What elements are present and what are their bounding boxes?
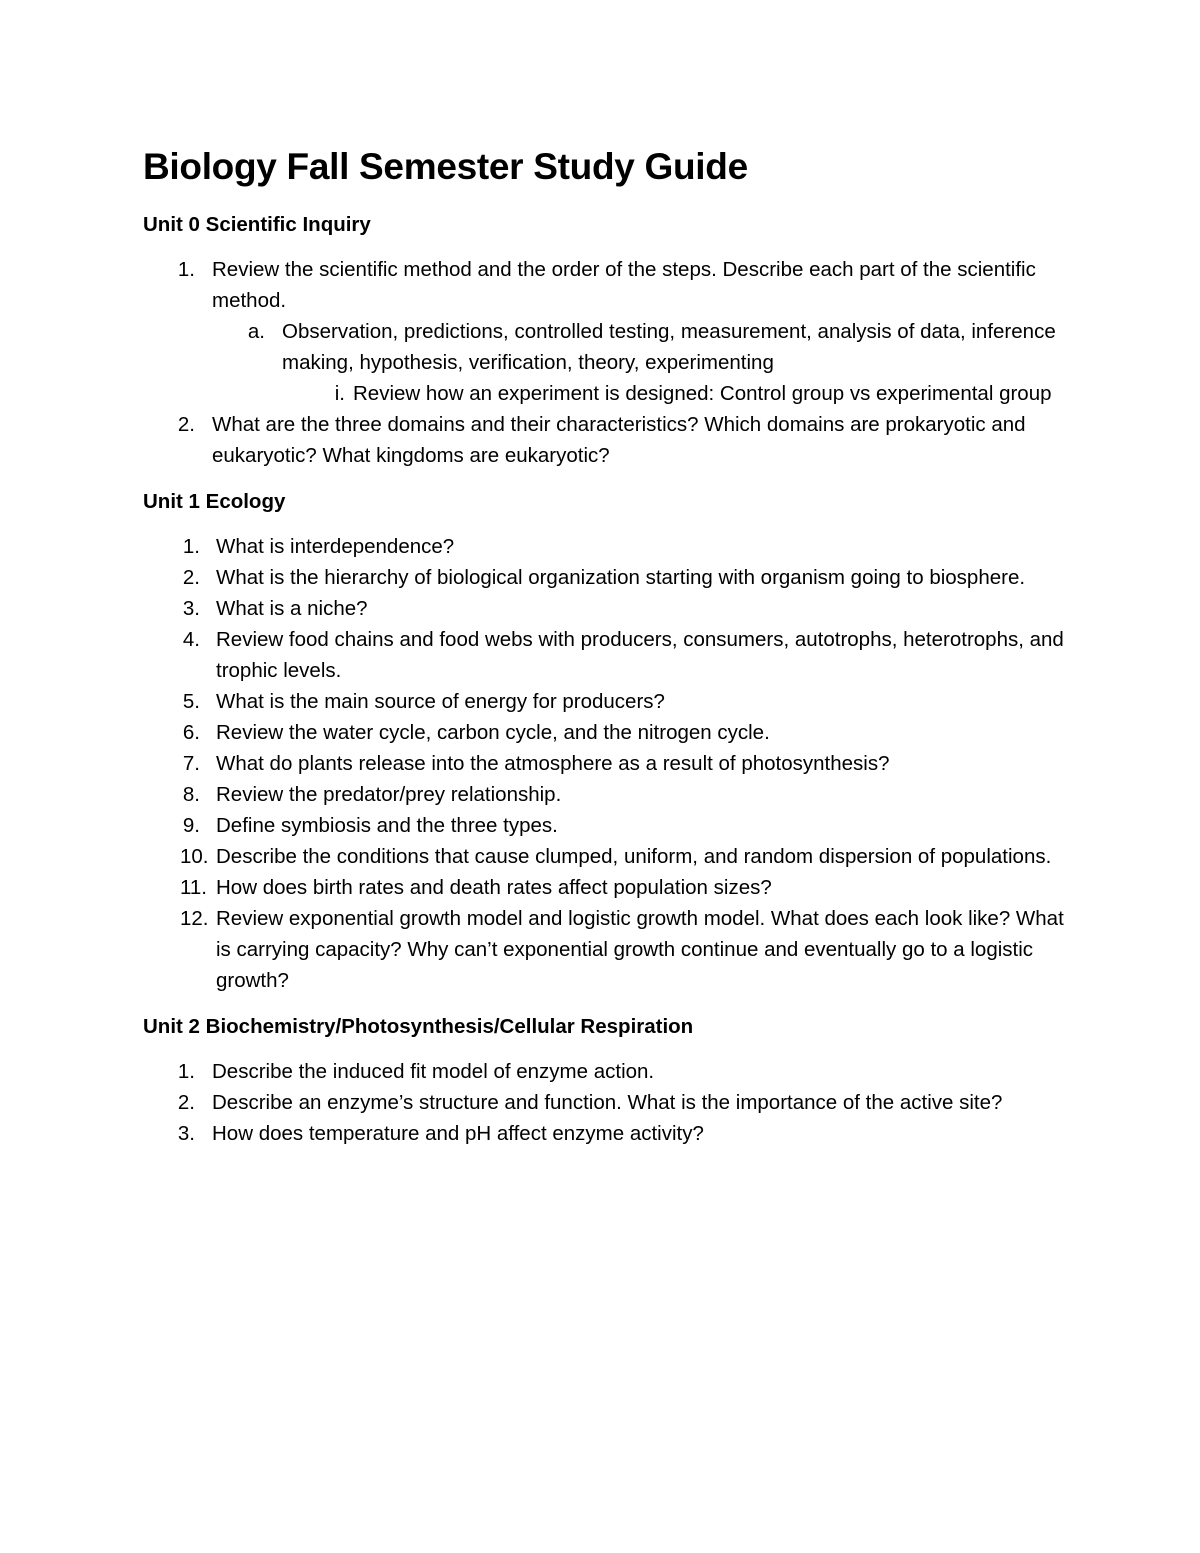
item-text: What do plants release into the atmosphere as a result of photosynthesis? (216, 752, 890, 775)
list-item (143, 810, 1073, 841)
item-number: 9. (182, 814, 200, 837)
unit-heading: Unit 1 Ecology (143, 490, 286, 513)
list-item (143, 872, 1073, 903)
list-item (143, 562, 1073, 593)
list-item (143, 624, 1073, 686)
list-item (143, 254, 1073, 409)
item-number: 11. (180, 876, 207, 899)
question-list (143, 1056, 1073, 1149)
list-item (143, 748, 1073, 779)
item-text: Review the water cycle, carbon cycle, and the nitrogen cycle. (216, 721, 770, 744)
item-text: What is the main source of energy for producers? (216, 690, 665, 713)
item-number: 12. (180, 907, 209, 930)
list-item (143, 531, 1073, 562)
item-number: 1. (177, 1060, 195, 1083)
sub-sub-item-text: Review how an experiment is designed: Control group vs experimental group (353, 382, 1052, 405)
item-text: How does birth rates and death rates affect population sizes? (216, 876, 772, 899)
item-number: 2. (177, 413, 195, 436)
unit-section-1 (143, 488, 1073, 996)
list-item (143, 409, 1073, 471)
document-title: Biology Fall Semester Study Guide (143, 146, 748, 187)
list-item (143, 1056, 1073, 1087)
item-text: What are the three domains and their characteristics? Which domains are prokaryotic and eukaryotic? What kingdoms are eukaryotic? (212, 413, 1026, 467)
item-text: How does temperature and pH affect enzyme activity? (212, 1122, 704, 1145)
sub-sub-item-numeral: i. (334, 382, 345, 405)
unit-section-2 (143, 1013, 1073, 1149)
item-number: 2. (182, 566, 200, 589)
item-text: Review the predator/prey relationship. (216, 783, 562, 806)
sub-list (212, 316, 1073, 409)
sub-item-letter: a. (247, 320, 265, 343)
question-list (143, 254, 1073, 471)
item-number: 5. (182, 690, 200, 713)
item-text: Review the scientific method and the order of the steps. Describe each part of the scientific method. (212, 258, 1036, 312)
item-text: What is a niche? (216, 597, 368, 620)
item-text: Describe an enzyme’s structure and function. What is the importance of the active site? (212, 1091, 1003, 1114)
item-text: Describe the conditions that cause clumped, uniform, and random dispersion of populations. (216, 845, 1052, 868)
item-number: 7. (182, 752, 200, 775)
item-number: 4. (182, 628, 200, 651)
sub-item-text: Observation, predictions, controlled testing, measurement, analysis of data, inference making, hypothesis, verification, theory, experimenting (282, 320, 1056, 374)
item-number: 1. (182, 535, 200, 558)
unit-heading: Unit 2 Biochemistry/Photosynthesis/Cellular Respiration (143, 1015, 694, 1038)
list-item (143, 903, 1073, 996)
question-list (143, 531, 1073, 996)
item-text: Review food chains and food webs with producers, consumers, autotrophs, heterotrophs, and trophic levels. (216, 628, 1064, 682)
item-number: 10. (180, 845, 209, 868)
item-number: 6. (182, 721, 200, 744)
document-page (143, 142, 1073, 1149)
unit-heading: Unit 0 Scientific Inquiry (143, 213, 371, 236)
item-number: 3. (177, 1122, 195, 1145)
sub-sub-list-item (282, 378, 1073, 409)
item-text: Define symbiosis and the three types. (216, 814, 558, 837)
unit-section-0 (143, 211, 1073, 471)
list-item (143, 717, 1073, 748)
list-item (143, 593, 1073, 624)
list-item (143, 1118, 1073, 1149)
sub-list-item (212, 316, 1073, 409)
list-item (143, 779, 1073, 810)
item-number: 1. (177, 258, 195, 281)
item-text: What is interdependence? (216, 535, 455, 558)
sub-sub-list (282, 378, 1073, 409)
item-number: 2. (177, 1091, 195, 1114)
list-item (143, 1087, 1073, 1118)
item-number: 3. (182, 597, 200, 620)
list-item (143, 841, 1073, 872)
list-item (143, 686, 1073, 717)
item-text: Describe the induced fit model of enzyme action. (212, 1060, 655, 1083)
item-text: Review exponential growth model and logistic growth model. What does each look like? What is carrying capacity? Why can’t exponential growth continue and eventually go to a logistic growth? (216, 907, 1064, 992)
item-text: What is the hierarchy of biological organization starting with organism going to biosphere. (216, 566, 1026, 589)
item-number: 8. (182, 783, 200, 806)
